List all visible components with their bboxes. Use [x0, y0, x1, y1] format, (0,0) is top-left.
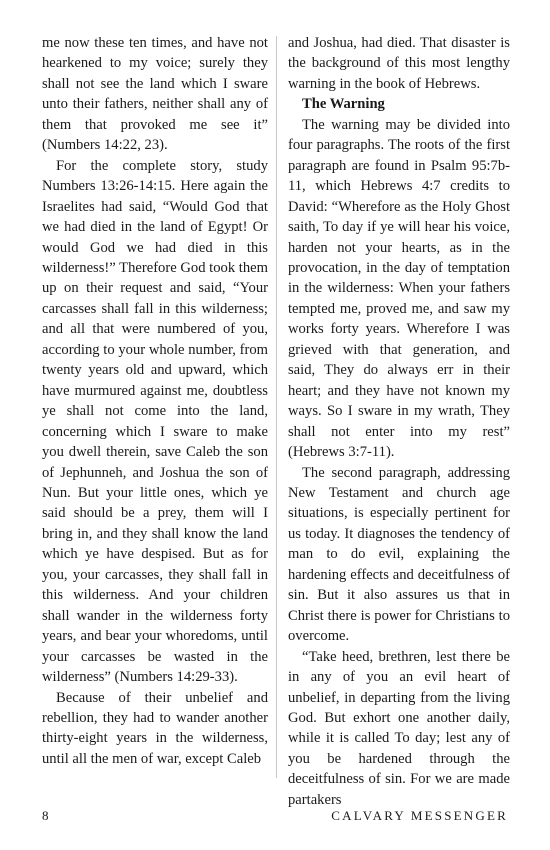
- right-column: [288, 33, 510, 810]
- page-footer: [42, 806, 508, 826]
- right-paragraph-2: The second paragraph, addressing New Testament and church age situations, is especially pertinent for us today. It diagnoses the tendency of man to do evil, explaining the hardening effects and deceitfulness of sin. But it also assures us that in Christ there is power for Christians to overcome.: [288, 464, 510, 645]
- right-intro-paragraph: and Joshua, had died. That disaster is the background of this most lengthy warning in the book of Hebrews.: [288, 35, 510, 92]
- section-heading: The Warning: [302, 96, 385, 113]
- right-paragraph-1: The warning may be divided into four paragraphs. The roots of the first paragraph are found in Psalm 95:7b-11, which Hebrews 4:7 credits to David: “Wherefore as the Holy Ghost saith, To day if ye will hear his voice, harden not your hearts, as in the provocation, in the day of temptation in the wilderness: When your fathers tempted me, proved me, and saw my works forty years. Wherefore I was grieved with that generation, and said, They do always err in their heart; and they have not known my ways. So I sware in my wrath, They shall not enter into my rest” (Hebrews 3:7-11).: [288, 116, 510, 461]
- right-paragraph-3: “Take heed, brethren, lest there be in any of you an evil heart of unbelief, in departing from the living God. But exhort one another daily, while it is called To day; lest any of you be hardened through the deceitfulness of sin. For we are made partakers: [288, 648, 510, 808]
- left-paragraph-1: me now these ten times, and have not hearkened to my voice; surely they shall not see the land which I sware unto their fathers, neither shall any of them that provoked me see it” (Numbers 14:22, 23).: [42, 35, 268, 154]
- left-column: [42, 33, 268, 769]
- column-divider: [276, 36, 277, 778]
- running-title: CALVARY MESSENGER: [331, 808, 508, 823]
- left-paragraph-3: Because of their unbelief and rebellion, they had to wander another thirty-eight years in the wilderness, until all the men of war, except Caleb: [42, 689, 268, 767]
- page-number: 8: [42, 808, 49, 823]
- left-paragraph-2: For the complete story, study Numbers 13:26-14:15. Here again the Israelites had said, “Would God that we had died in the land of Egypt! Or would God we had died in this wilderness!” Therefore God took them up on their request and said, “Your carcasses shall fall in this wilderness; and all that were numbered of you, according to your whole number, from twenty years old and upward, which have murmured against me, doubtless ye shall not come into the land, concerning which I sware to make you dwell therein, save Caleb the son of Jephunneh, and Joshua the son of Nun. But your little ones, which ye said should be a prey, them will I bring in, and they shall know the land which ye have despised. But as for you, your carcasses, they shall fall in this wilderness. And your children shall wander in the wilderness forty years, and bear your whoredoms, until your carcasses be wasted in the wilderness” (Numbers 14:29-33).: [42, 157, 268, 686]
